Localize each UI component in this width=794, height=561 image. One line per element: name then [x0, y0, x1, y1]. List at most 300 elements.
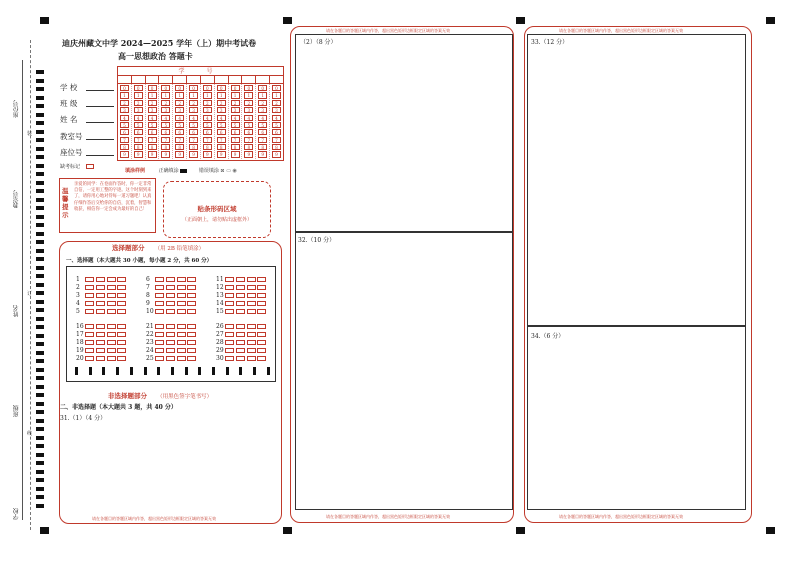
student-id-write-cell[interactable] [118, 76, 132, 83]
student-id-bubble[interactable]: 9 [258, 151, 267, 157]
option-bubble[interactable] [225, 340, 234, 345]
option-bubble[interactable] [247, 340, 256, 345]
student-id-bubble[interactable]: 2 [244, 100, 253, 106]
option-bubble[interactable] [117, 309, 126, 314]
page-title: 迪庆州藏文中学 2024—2025 学年（上）期中考试卷 [62, 38, 257, 48]
student-id-bubble[interactable]: 1 [120, 92, 129, 98]
timing-mark [36, 232, 44, 236]
student-id-bubble[interactable]: 3 [161, 107, 170, 113]
student-id-bubble[interactable]: 3 [203, 107, 212, 113]
option-bubble[interactable] [187, 293, 196, 298]
student-id-bubble[interactable]: 8 [148, 144, 157, 150]
barcode-area [163, 181, 271, 238]
option-bubble[interactable] [107, 356, 116, 361]
student-id-bubble[interactable]: 1 [258, 92, 267, 98]
field-input-line[interactable] [86, 106, 114, 107]
student-id-bubble[interactable]: 9 [217, 151, 226, 157]
option-bubble[interactable] [236, 301, 245, 306]
option-bubble[interactable] [166, 301, 175, 306]
option-bubble[interactable] [85, 340, 94, 345]
option-bubble[interactable] [225, 301, 234, 306]
option-bubble[interactable] [117, 356, 126, 361]
option-bubble[interactable] [236, 332, 245, 337]
option-bubble[interactable] [247, 356, 256, 361]
option-bubble[interactable] [257, 285, 266, 290]
option-bubble[interactable] [225, 285, 234, 290]
choice-question [146, 308, 198, 315]
student-id-write-cell[interactable] [215, 76, 229, 83]
option-bubble[interactable] [187, 277, 196, 282]
student-id-bubble[interactable]: 2 [120, 100, 129, 106]
student-id-bubble[interactable]: 0 [217, 85, 226, 91]
option-bubble[interactable] [85, 277, 94, 282]
option-bubble[interactable] [117, 277, 126, 282]
student-id-bubble[interactable]: 9 [148, 151, 157, 157]
option-bubble[interactable] [107, 340, 116, 345]
student-id-bubble[interactable]: 8 [161, 144, 170, 150]
student-id-bubble[interactable]: 7 [161, 137, 170, 143]
student-id-bubble[interactable]: 9 [175, 151, 184, 157]
student-id-bubble[interactable]: 0 [175, 85, 184, 91]
student-id-bubble[interactable]: 7 [120, 137, 129, 143]
student-id-bubble[interactable]: 5 [258, 122, 267, 128]
option-bubble[interactable] [166, 324, 175, 329]
option-bubble[interactable] [96, 285, 105, 290]
student-id-bubble[interactable]: 7 [231, 137, 240, 143]
option-bubble[interactable] [257, 301, 266, 306]
option-bubble[interactable] [247, 293, 256, 298]
student-id-bubble[interactable]: 8 [231, 144, 240, 150]
student-id-bubble[interactable]: 8 [272, 144, 281, 150]
option-bubble[interactable] [166, 356, 175, 361]
option-bubble[interactable] [177, 348, 186, 353]
student-id-bubble[interactable]: 1 [189, 92, 198, 98]
option-bubble[interactable] [85, 309, 94, 314]
student-id-bubble[interactable]: 5 [161, 122, 170, 128]
absent-mark-label: 缺考标记 [60, 163, 94, 170]
option-bubble[interactable] [166, 309, 175, 314]
option-bubble[interactable] [85, 356, 94, 361]
student-id-write-cell[interactable] [256, 76, 270, 83]
student-id-bubble[interactable]: 9 [134, 151, 143, 157]
option-bubble[interactable] [166, 348, 175, 353]
student-id-bubble[interactable]: 9 [189, 151, 198, 157]
answer-box-33[interactable] [527, 34, 746, 326]
student-id-bubble[interactable]: 4 [244, 115, 253, 121]
option-bubble[interactable] [155, 332, 164, 337]
student-id-bubble[interactable]: 7 [203, 137, 212, 143]
timing-mark [36, 470, 44, 474]
student-id-bubble[interactable]: 4 [175, 115, 184, 121]
student-id-write-cell[interactable] [173, 76, 187, 83]
option-bubble[interactable] [85, 293, 94, 298]
student-id-bubble[interactable]: 4 [231, 115, 240, 121]
option-bubble[interactable] [177, 301, 186, 306]
option-bubble[interactable] [96, 301, 105, 306]
student-id-bubble[interactable]: 3 [120, 107, 129, 113]
question-number: 29 [216, 347, 224, 354]
student-id-bubble[interactable]: 9 [272, 151, 281, 157]
student-id-write-cell[interactable] [187, 76, 201, 83]
timing-mark [185, 367, 188, 375]
choice-question [76, 284, 128, 291]
option-bubble[interactable] [257, 332, 266, 337]
option-bubble[interactable] [117, 301, 126, 306]
option-bubble[interactable] [247, 309, 256, 314]
absent-mark-box[interactable] [86, 164, 94, 169]
question-number: 1 [76, 276, 80, 283]
timing-mark [36, 198, 44, 202]
student-id-bubble[interactable]: 0 [134, 85, 143, 91]
option-bubble[interactable] [247, 285, 256, 290]
student-id-bubble[interactable]: 1 [272, 92, 281, 98]
student-id-bubble[interactable]: 2 [189, 100, 198, 106]
option-bubble[interactable] [155, 324, 164, 329]
option-bubble[interactable] [117, 340, 126, 345]
student-id-bubble[interactable]: 4 [217, 115, 226, 121]
option-bubble[interactable] [117, 324, 126, 329]
option-bubble[interactable] [257, 309, 266, 314]
student-id-bubble[interactable]: 6 [175, 129, 184, 135]
choice-question [146, 300, 198, 307]
option-bubble[interactable] [236, 356, 245, 361]
student-id-bubble[interactable]: 0 [161, 85, 170, 91]
option-bubble[interactable] [236, 309, 245, 314]
student-id-bubble[interactable]: 5 [217, 122, 226, 128]
student-id-bubble[interactable]: 9 [203, 151, 212, 157]
option-bubble[interactable] [96, 348, 105, 353]
option-bubble[interactable] [187, 301, 196, 306]
option-bubble[interactable] [236, 277, 245, 282]
student-id-bubble[interactable]: 3 [258, 107, 267, 113]
student-id-bubble[interactable]: 9 [244, 151, 253, 157]
student-id-bubble[interactable]: 5 [231, 122, 240, 128]
option-bubble[interactable] [257, 324, 266, 329]
option-bubble[interactable] [107, 324, 116, 329]
option-bubble[interactable] [177, 309, 186, 314]
q31-answer-area[interactable] [62, 420, 277, 512]
student-id-bubble[interactable]: 8 [120, 144, 129, 150]
timing-mark [36, 402, 44, 406]
option-bubble[interactable] [155, 356, 164, 361]
option-bubble[interactable] [225, 356, 234, 361]
option-bubble[interactable] [225, 293, 234, 298]
option-bubble[interactable] [117, 285, 126, 290]
option-bubble[interactable] [85, 332, 94, 337]
student-id-bubble[interactable]: 1 [203, 92, 212, 98]
student-id-bubble[interactable]: 4 [148, 115, 157, 121]
student-id-bubble[interactable]: 7 [272, 137, 281, 143]
option-bubble[interactable] [107, 285, 116, 290]
option-bubble[interactable] [107, 309, 116, 314]
student-id-bubble[interactable]: 2 [134, 100, 143, 106]
option-bubble[interactable] [236, 293, 245, 298]
option-bubble[interactable] [177, 324, 186, 329]
student-id-bubble[interactable]: 8 [258, 144, 267, 150]
student-id-bubble[interactable]: 8 [134, 144, 143, 150]
choice-question [146, 284, 198, 291]
option-bubble[interactable] [107, 301, 116, 306]
option-bubble[interactable] [166, 285, 175, 290]
answer-box-34[interactable] [527, 326, 746, 510]
option-bubble[interactable] [236, 340, 245, 345]
barcode-note: （正面朝上，请勿贴出虚框外） [181, 217, 252, 223]
option-bubble[interactable] [225, 324, 234, 329]
student-id-bubble[interactable]: 8 [189, 144, 198, 150]
student-id-bubble[interactable]: 1 [134, 92, 143, 98]
timing-mark [36, 181, 44, 185]
student-id-bubble[interactable]: 6 [203, 129, 212, 135]
student-id-bubble[interactable]: 2 [258, 100, 267, 106]
option-bubble[interactable] [247, 332, 256, 337]
student-id-bubble[interactable]: 7 [148, 137, 157, 143]
option-bubble[interactable] [96, 332, 105, 337]
option-bubble[interactable] [225, 309, 234, 314]
student-id-bubble[interactable]: 7 [134, 137, 143, 143]
option-bubble[interactable] [257, 293, 266, 298]
student-id-bubble[interactable]: 9 [231, 151, 240, 157]
student-id-bubble[interactable]: 3 [148, 107, 157, 113]
student-id-bubble[interactable]: 6 [272, 129, 281, 135]
barcode-title: 贴条形码区域 [197, 205, 237, 213]
field-input-line[interactable] [86, 90, 114, 91]
option-bubble[interactable] [257, 340, 266, 345]
question-number: 3 [76, 292, 80, 299]
option-bubble[interactable] [155, 348, 164, 353]
student-id-bubble[interactable]: 5 [148, 122, 157, 128]
student-id-bubble[interactable]: 2 [148, 100, 157, 106]
option-bubble[interactable] [107, 332, 116, 337]
option-bubble[interactable] [96, 293, 105, 298]
option-bubble[interactable] [107, 277, 116, 282]
timing-mark [253, 367, 256, 375]
timing-mark [116, 367, 119, 375]
option-bubble[interactable] [117, 293, 126, 298]
option-bubble[interactable] [155, 277, 164, 282]
question-34: 34.（6 分） [531, 333, 565, 340]
option-bubble[interactable] [257, 356, 266, 361]
option-bubble[interactable] [187, 340, 196, 345]
timing-mark [267, 367, 270, 375]
option-bubble[interactable] [96, 277, 105, 282]
student-id-bubble[interactable]: 4 [120, 115, 129, 121]
student-id-bubble[interactable]: 3 [231, 107, 240, 113]
option-bubble[interactable] [225, 332, 234, 337]
student-id-bubble[interactable]: 6 [189, 129, 198, 135]
field-input-line[interactable] [86, 139, 114, 140]
student-id-bubble[interactable]: 8 [175, 144, 184, 150]
student-id-bubble[interactable]: 1 [161, 92, 170, 98]
student-id-bubble[interactable]: 8 [217, 144, 226, 150]
student-id-bubble[interactable]: 6 [217, 129, 226, 135]
option-bubble[interactable] [155, 285, 164, 290]
student-id-bubble[interactable]: 7 [217, 137, 226, 143]
student-id-bubble[interactable]: 0 [231, 85, 240, 91]
student-id-bubble[interactable]: 5 [189, 122, 198, 128]
student-id-bubble[interactable]: 0 [258, 85, 267, 91]
option-bubble[interactable] [177, 293, 186, 298]
timing-mark [36, 317, 44, 321]
option-bubble[interactable] [187, 356, 196, 361]
student-id-bubble[interactable]: 6 [258, 129, 267, 135]
option-bubble[interactable] [117, 348, 126, 353]
timing-mark [36, 189, 44, 193]
option-bubble[interactable] [236, 348, 245, 353]
option-bubble[interactable] [187, 348, 196, 353]
option-bubble[interactable] [85, 348, 94, 353]
student-id-write-cell[interactable] [201, 76, 215, 83]
student-id-bubble[interactable]: 0 [120, 85, 129, 91]
option-bubble[interactable] [155, 340, 164, 345]
choice-question [146, 339, 198, 346]
student-id-bubble[interactable]: 4 [161, 115, 170, 121]
timing-mark [36, 130, 44, 134]
student-id-bubble[interactable]: 0 [272, 85, 281, 91]
student-id-bubble[interactable]: 3 [189, 107, 198, 113]
student-id-bubble[interactable]: 2 [161, 100, 170, 106]
student-id-bubble[interactable]: 6 [231, 129, 240, 135]
student-id-bubble[interactable]: 0 [203, 85, 212, 91]
student-id-bubble[interactable]: 4 [258, 115, 267, 121]
student-id-write-cell[interactable] [242, 76, 256, 83]
option-bubble[interactable] [187, 332, 196, 337]
field-label: 教室号 [60, 132, 83, 141]
option-bubble[interactable] [117, 332, 126, 337]
timing-mark [36, 487, 44, 491]
option-bubble[interactable] [166, 293, 175, 298]
timing-mark [36, 257, 44, 261]
student-id-bubble[interactable]: 6 [244, 129, 253, 135]
student-id-bubble[interactable]: 3 [134, 107, 143, 113]
student-id-bubble[interactable]: 4 [134, 115, 143, 121]
student-id-bubble[interactable]: 5 [272, 122, 281, 128]
option-bubble[interactable] [187, 309, 196, 314]
student-id-bubble[interactable]: 0 [148, 85, 157, 91]
option-bubble[interactable] [247, 301, 256, 306]
timing-mark [36, 368, 44, 372]
option-bubble[interactable] [236, 324, 245, 329]
student-id-bubble[interactable]: 5 [175, 122, 184, 128]
binding-line [30, 40, 31, 530]
option-bubble[interactable] [177, 277, 186, 282]
option-bubble[interactable] [225, 348, 234, 353]
student-id-bubble[interactable]: 1 [244, 92, 253, 98]
option-bubble[interactable] [247, 324, 256, 329]
student-id-bubble[interactable]: 2 [175, 100, 184, 106]
option-bubble[interactable] [85, 324, 94, 329]
option-bubble[interactable] [96, 356, 105, 361]
option-bubble[interactable] [177, 356, 186, 361]
answer-box-32[interactable] [295, 232, 513, 510]
timing-mark [36, 461, 44, 465]
student-id-bubble[interactable]: 7 [244, 137, 253, 143]
option-bubble[interactable] [155, 293, 164, 298]
option-bubble[interactable] [96, 324, 105, 329]
student-id-bubble[interactable]: 7 [175, 137, 184, 143]
option-bubble[interactable] [187, 285, 196, 290]
student-id-bubble[interactable]: 2 [272, 100, 281, 106]
timing-mark [157, 367, 160, 375]
student-id-write-cell[interactable] [229, 76, 243, 83]
option-bubble[interactable] [225, 277, 234, 282]
option-bubble[interactable] [257, 277, 266, 282]
student-id-bubble[interactable]: 1 [231, 92, 240, 98]
option-bubble[interactable] [166, 277, 175, 282]
student-id-bubble[interactable]: 3 [175, 107, 184, 113]
student-id-bubble[interactable]: 6 [134, 129, 143, 135]
option-bubble[interactable] [187, 324, 196, 329]
option-bubble[interactable] [155, 301, 164, 306]
student-id-bubble[interactable]: 2 [203, 100, 212, 106]
student-id-write-cell[interactable] [270, 76, 283, 83]
student-id-bubble[interactable]: 9 [161, 151, 170, 157]
student-id-bubble[interactable]: 6 [148, 129, 157, 135]
student-id-bubble[interactable]: 7 [258, 137, 267, 143]
student-id-bubble[interactable]: 2 [217, 100, 226, 106]
option-bubble[interactable] [107, 293, 116, 298]
student-id-bubble[interactable]: 1 [217, 92, 226, 98]
student-id-bubble[interactable]: 8 [244, 144, 253, 150]
boundary-notice: 请在各题目的答题区域内作答，超出黑色矩形边框限定区域的答案无效 [326, 28, 450, 33]
student-id-bubble[interactable]: 1 [175, 92, 184, 98]
field-input-line[interactable] [86, 122, 114, 123]
student-id-bubble[interactable]: 4 [272, 115, 281, 121]
choice-question [76, 347, 128, 354]
option-bubble[interactable] [247, 277, 256, 282]
option-bubble[interactable] [177, 332, 186, 337]
student-id-bubble[interactable]: 5 [134, 122, 143, 128]
student-id-bubble[interactable]: 8 [203, 144, 212, 150]
option-bubble[interactable] [85, 301, 94, 306]
option-bubble[interactable] [236, 285, 245, 290]
option-bubble[interactable] [85, 285, 94, 290]
student-id-bubble[interactable]: 0 [244, 85, 253, 91]
option-bubble[interactable] [155, 309, 164, 314]
option-bubble[interactable] [166, 340, 175, 345]
option-bubble[interactable] [257, 348, 266, 353]
option-bubble[interactable] [166, 332, 175, 337]
option-bubble[interactable] [96, 340, 105, 345]
student-id-write-cell[interactable] [132, 76, 146, 83]
student-id-bubble[interactable]: 6 [120, 129, 129, 135]
option-bubble[interactable] [107, 348, 116, 353]
student-id-bubble[interactable]: 2 [231, 100, 240, 106]
option-bubble[interactable] [96, 309, 105, 314]
student-id-bubble[interactable]: 3 [272, 107, 281, 113]
question-number: 28 [216, 339, 224, 346]
student-id-bubble[interactable]: 3 [244, 107, 253, 113]
option-bubble[interactable] [177, 285, 186, 290]
option-bubble[interactable] [247, 348, 256, 353]
student-id-write-cell[interactable] [159, 76, 173, 83]
student-id-bubble[interactable]: 3 [217, 107, 226, 113]
timing-mark [36, 300, 44, 304]
student-id-bubble[interactable]: 1 [148, 92, 157, 98]
student-id-bubble[interactable]: 5 [203, 122, 212, 128]
answer-box-31-2[interactable] [295, 34, 513, 232]
student-id-bubble[interactable]: 0 [189, 85, 198, 91]
student-id-bubble[interactable]: 5 [120, 122, 129, 128]
student-id-bubble[interactable]: 5 [244, 122, 253, 128]
student-id-write-cell[interactable] [146, 76, 160, 83]
option-bubble[interactable] [177, 340, 186, 345]
student-id-bubble[interactable]: 4 [203, 115, 212, 121]
student-id-bubble[interactable]: 6 [161, 129, 170, 135]
student-id-bubble[interactable]: 4 [189, 115, 198, 121]
student-id-bubble[interactable]: 7 [189, 137, 198, 143]
student-id-bubble[interactable]: 9 [120, 151, 129, 157]
field-input-line[interactable] [86, 155, 114, 156]
